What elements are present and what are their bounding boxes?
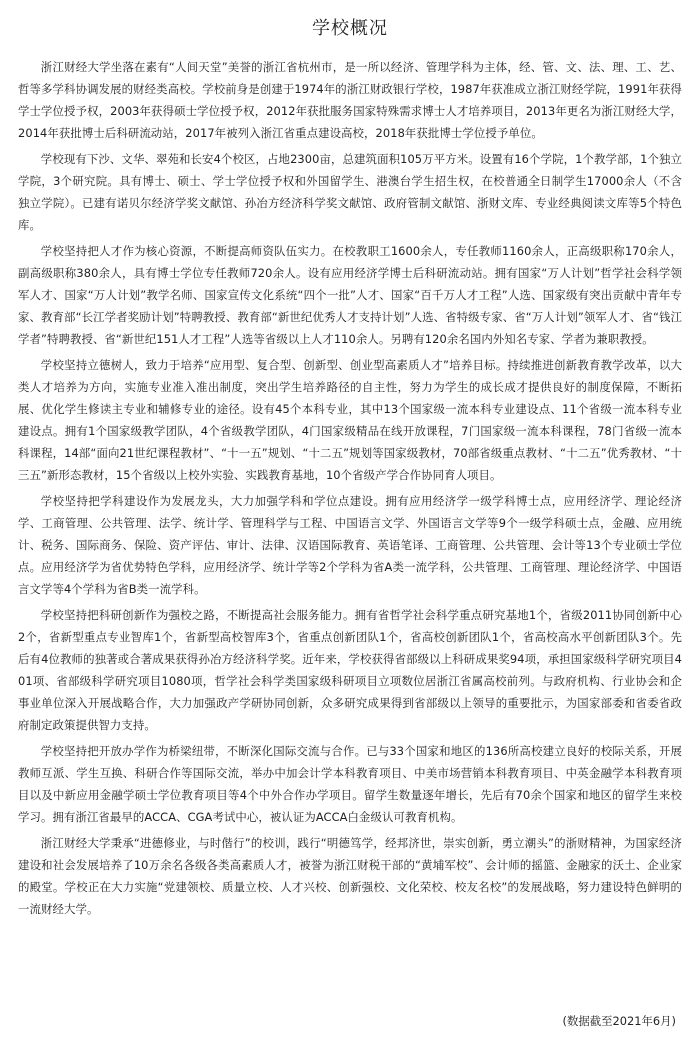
paragraph-disciplines: 学校坚持把学科建设作为发展龙头，大力加强学科和学位点建设。拥有应用经济学一级学科博士点，应用经济学、理论经济学、工商管理、公共管理、法学、统计学、管理科学与工程、中国语言文学、外国语言文学等9个一级学科硕士点，金融、应用统计、税务、国际商务、保险、资产评估、审计、法律、汉语国际教育、英语笔译、工商管理、公共管理、会计等13个专业硕士学位点。应用经济学为省优势特色学科，应用经济学、统计学等2个学科为省A类一流学科，公共管理、工商管理、理论经济学、中国语言文学等4个学科为省B类一流学科。 bbox=[18, 494, 682, 596]
data-date-note: (数据截至2021年6月) bbox=[562, 1014, 676, 1028]
overview-article bbox=[18, 56, 682, 920]
paragraph-faculty: 学校坚持把人才作为核心资源，不断提高师资队伍实力。在校教职工1600余人，专任教师1160余人，正高级职称170余人，副高级职称380余人，具有博士学位专任教师720余人。设有应用经济学博士后科研流动站。拥有国家“万人计划”哲学社会科学领军人才、国家“万人计划”教学名师、国家宣传文化系统“四个一批”人才、国家“百千万人才工程”人选、国家级有突出贡献中青年专家、教育部“长江学者奖励计划”特聘教授、教育部“新世纪优秀人才支持计划”人选、省特级专家、省“万人计划”领军人才、省“钱江学者”特聘教授、省“新世纪151人才工程”人选等省级以上人才110余人。另聘有120余名国内外知名专家、学者为兼职教授。 bbox=[18, 244, 682, 346]
paragraph-international: 学校坚持把开放办学作为桥梁纽带，不断深化国际交流与合作。已与33个国家和地区的136所高校建立良好的校际关系，开展教师互派、学生互换、科研合作等国际交流，举办中加会计学本科教育项目、中美市场营销本科教育项目、中英金融学本科教育项目以及中新应用金融学硕士学位教育项目等4个中外合作办学项目。留学生数量逐年增长，先后有70余个国家和地区的留学生来校学习。拥有浙江省最早的ACCA、CGA考试中心，被认证为ACCA白金级认可教育机构。 bbox=[18, 744, 682, 824]
page-title: 学校概况 bbox=[312, 18, 388, 39]
paragraph-teaching: 学校坚持立德树人，致力于培养“应用型、复合型、创新型、创业型高素质人才”培养目标。持续推进创新教育教学改革，以大类人才培养为方向，实施专业准入准出制度，突出学生培养路径的自主性，努力为学生的成长成才提供良好的制度保障，不断拓展、优化学生修读主专业和辅修专业的途径。设有45个本科专业，其中13个国家级一流本科专业建设点、11个省级一流本科专业建设点。拥有1个国家级教学团队，4个省级教学团队，4门国家级精品在线开放课程，7门国家级一流本科课程，78门省级一流本科课程，14部“面向21世纪课程教材”、“十一五”规划、“十二五”规划等国家级教材，70部省级重点教材、“十二五”优秀教材、“十三五”新形态教材，15个省级以上校外实验、实践教育基地，10个省级产学合作协同育人项目。 bbox=[18, 358, 682, 482]
paragraph-introduction: 浙江财经大学坐落在素有“人间天堂”美誉的浙江省杭州市，是一所以经济、管理学科为主体，经、管、文、法、理、工、艺、哲等多学科协调发展的财经类高校。学校前身是创建于1974年的浙江财政银行学校，1987年获准成立浙江财经学院，1991年获得学士学位授予权，2003年获得硕士学位授予权，2012年获批服务国家特殊需求博士人才培养项目，2013年更名为浙江财经大学，2014年获批博士后科研流动站，2017年被列入浙江省重点建设高校，2018年获批博士学位授予单位。 bbox=[18, 60, 682, 140]
paragraph-motto: 浙江财经大学秉承“进德修业，与时偕行”的校训，践行“明德笃学，经邦济世，崇实创新，勇立潮头”的浙财精神，为国家经济建设和社会发展培养了10万余名各级各类高素质人才，被誉为浙江财税干部的“黄埔军校”、会计师的摇篮、金融家的沃土、企业家的殿堂。学校正在大力实施“党建领校、质量立校、人才兴校、创新强校、文化荣校、校友名校”的发展战略，努力建设特色鲜明的一流财经大学。 bbox=[18, 836, 682, 916]
paragraph-campus: 学校现有下沙、文华、翠苑和长安4个校区，占地2300亩，总建筑面积105万平方米。设置有16个学院，1个教学部，1个独立学院，3个研究院。具有博士、硕士、学士学位授予权和外国留学生、港澳台学生招生权，在校普通全日制学生17000余人（不含独立学院）。已建有诺贝尔经济学奖文献馆、孙冶方经济科学奖文献馆、政府管制文献馆、浙财文库、专业经典阅读文库等5个特色库。 bbox=[18, 152, 682, 232]
paragraph-research: 学校坚持把科研创新作为强校之路，不断提高社会服务能力。拥有省哲学社会科学重点研究基地1个，省级2011协同创新中心2个，省新型重点专业智库1个，省新型高校智库3个，省重点创新团队1个，省高校创新团队1个，省高校高水平创新团队3个。先后有4位教师的独著或合著成果获得孙冶方经济科学奖。近年来，学校获得省部级以上科研成果奖94项，承担国家级科学研究项目401项、省部级科学研究项目1080项，哲学社会科学类国家级科研项目立项数位居浙江省属高校前列。与政府机构、行业协会和企事业单位深入开展战略合作，大力加强政产学研协同创新，众多研究成果得到省部级以上领导的重要批示，为国家部委和省委省政府制定政策提供智力支持。 bbox=[18, 608, 682, 732]
